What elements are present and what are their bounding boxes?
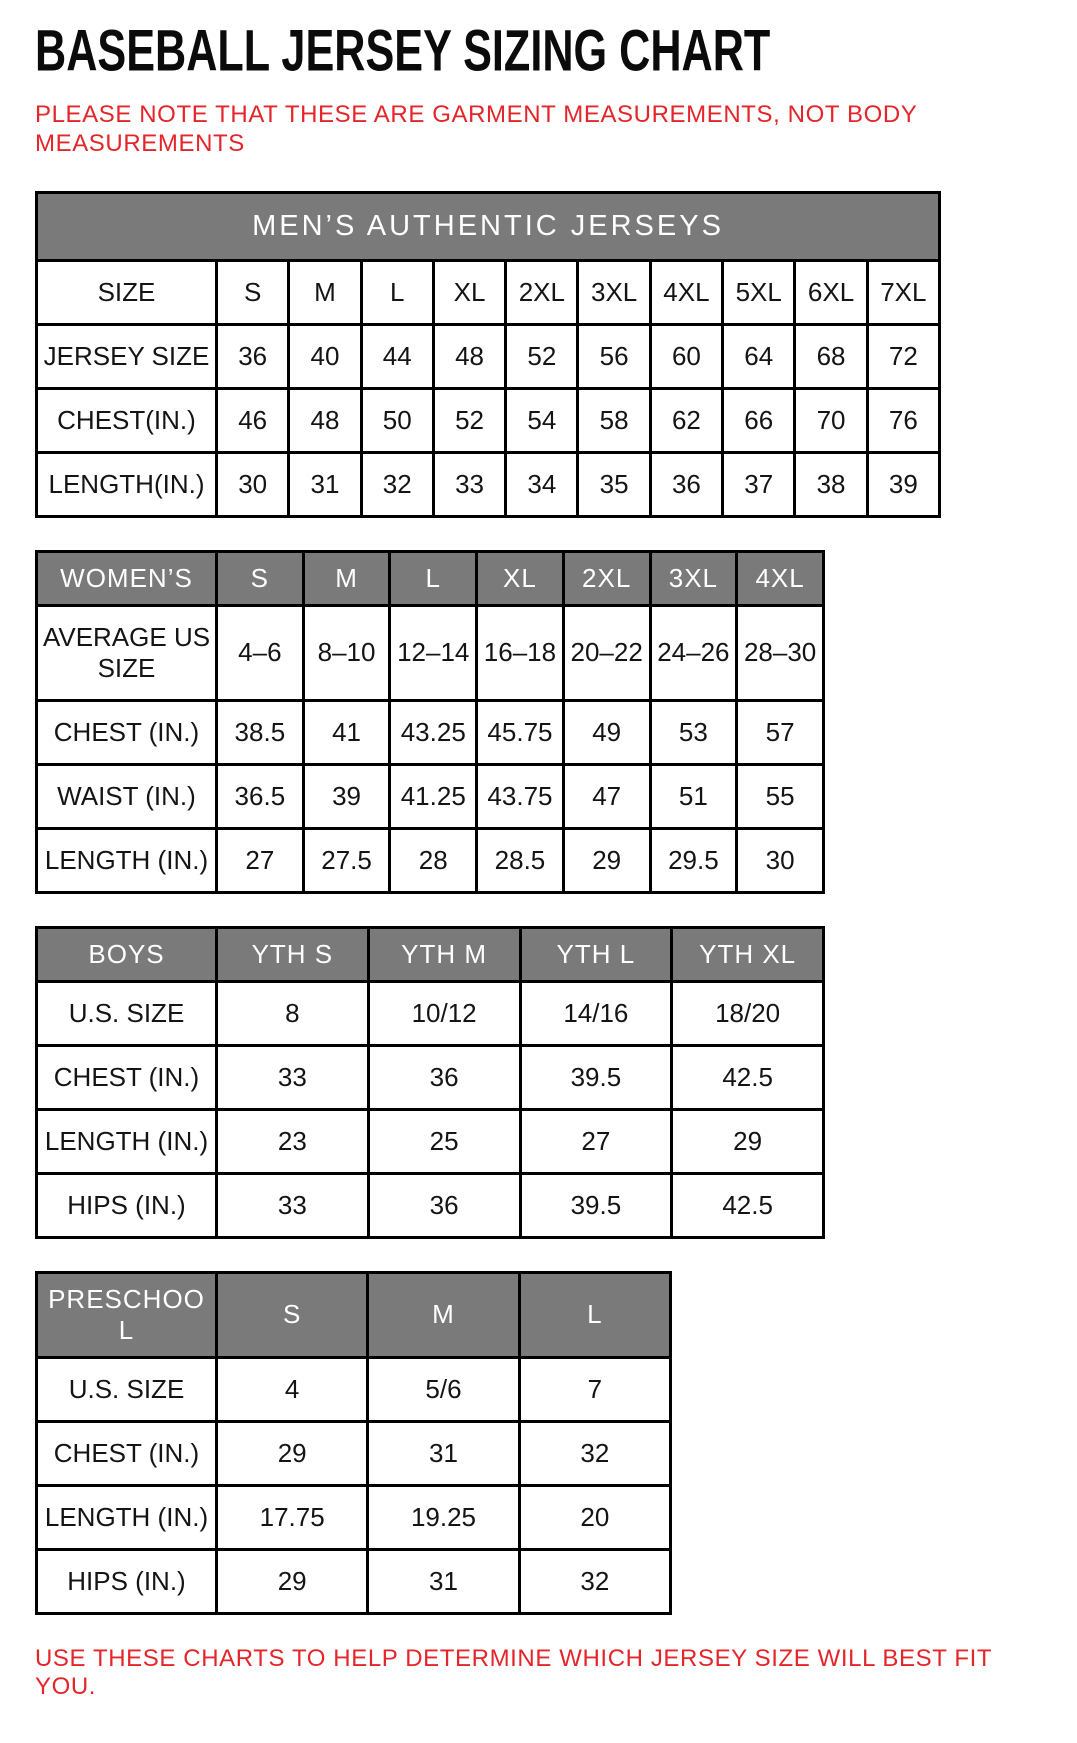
table-cell: 40 [289,324,361,388]
table-cell: 53 [650,700,737,764]
row-label: SIZE [37,260,217,324]
table-cell: 49 [563,700,650,764]
table-cell: 56 [578,324,650,388]
table-row [37,324,940,388]
table-cell: 36 [217,324,289,388]
table-header-label: PRESCHOOL [37,1272,217,1357]
table-cell: 64 [723,324,795,388]
table-cell: 29 [563,828,650,892]
table-cell: 32 [519,1421,670,1485]
table-cell: 5XL [723,260,795,324]
table-cell: 7XL [867,260,939,324]
table-cell: 33 [433,452,505,516]
table-cell: 39.5 [520,1173,672,1237]
table-cell: 38.5 [217,700,304,764]
table-header-cell: L [390,551,477,605]
table-cell: 16–18 [477,605,564,700]
table-row [37,388,940,452]
table-cell: 29 [217,1421,368,1485]
table-cell: 33 [217,1045,369,1109]
table-cell: 36.5 [217,764,304,828]
table-header-cell: S [217,551,304,605]
table-cell: 35 [578,452,650,516]
table-row [37,981,824,1045]
table-cell: 29 [217,1549,368,1613]
table-cell: 39.5 [520,1045,672,1109]
table-cell: 32 [361,452,433,516]
table-cell: 60 [650,324,722,388]
table-cell: 32 [519,1549,670,1613]
table-cell: 28 [390,828,477,892]
table-cell: L [361,260,433,324]
table-header-cell: 3XL [650,551,737,605]
table-cell: 46 [217,388,289,452]
table-header-cell: XL [477,551,564,605]
table-cell: 10/12 [368,981,520,1045]
table-cell: 29.5 [650,828,737,892]
row-label: CHEST (IN.) [37,1045,217,1109]
table-cell: 72 [867,324,939,388]
table-cell: S [217,260,289,324]
table-cell: 36 [368,1045,520,1109]
table-row [37,828,824,892]
row-label: WAIST (IN.) [37,764,217,828]
table-cell: 42.5 [672,1173,824,1237]
table-cell: 18/20 [672,981,824,1045]
table-header-cell: YTH S [217,927,369,981]
table-cell: 25 [368,1109,520,1173]
page-title: BASEBALL JERSEY SIZING CHART [35,18,771,84]
table-cell: 48 [433,324,505,388]
row-label: U.S. SIZE [37,981,217,1045]
table-title: MEN’S AUTHENTIC JERSEYS [37,192,940,260]
womens-jerseys-table [35,550,825,894]
table-cell: 24–26 [650,605,737,700]
table-cell: XL [433,260,505,324]
table-cell: 41.25 [390,764,477,828]
table-header-cell: 4XL [737,551,824,605]
table-cell: 17.75 [217,1485,368,1549]
table-cell: 4XL [650,260,722,324]
table-cell: 39 [867,452,939,516]
row-label: LENGTH (IN.) [37,1485,217,1549]
table-cell: 20 [519,1485,670,1549]
table-cell: 42.5 [672,1045,824,1109]
table-header-cell: 2XL [563,551,650,605]
table-cell: 19.25 [368,1485,519,1549]
table-cell: 8–10 [303,605,390,700]
table-cell: 55 [737,764,824,828]
table-row [37,700,824,764]
table-row [37,1045,824,1109]
table-cell: 48 [289,388,361,452]
table-row [37,1357,671,1421]
table-cell: 33 [217,1173,369,1237]
table-cell: 68 [795,324,867,388]
row-label: CHEST (IN.) [37,1421,217,1485]
table-cell: 6XL [795,260,867,324]
table-cell: 12–14 [390,605,477,700]
table-cell: 7 [519,1357,670,1421]
table-cell: 31 [368,1421,519,1485]
table-cell: 62 [650,388,722,452]
table-row [37,1421,671,1485]
boys-jerseys-table [35,926,825,1239]
table-row [37,452,940,516]
table-cell: 28–30 [737,605,824,700]
row-label: JERSEY SIZE [37,324,217,388]
table-cell: 36 [650,452,722,516]
table-cell: 4–6 [217,605,304,700]
row-label: CHEST(IN.) [37,388,217,452]
table-cell: 36 [368,1173,520,1237]
table-cell: 31 [368,1549,519,1613]
table-header-cell: L [519,1272,670,1357]
table-header-label: BOYS [37,927,217,981]
table-header-cell: YTH XL [672,927,824,981]
table-header-cell: M [303,551,390,605]
table-cell: 66 [723,388,795,452]
row-label: AVERAGE US SIZE [37,605,217,700]
table-cell: 14/16 [520,981,672,1045]
table-cell: 39 [303,764,390,828]
table-cell: 8 [217,981,369,1045]
row-label: U.S. SIZE [37,1357,217,1421]
table-cell: 31 [289,452,361,516]
table-cell: 5/6 [368,1357,519,1421]
preschool-jerseys-table [35,1271,672,1615]
table-cell: 52 [506,324,578,388]
table-cell: 4 [217,1357,368,1421]
table-cell: 38 [795,452,867,516]
table-row [37,764,824,828]
table-cell: 52 [433,388,505,452]
table-cell: 70 [795,388,867,452]
table-cell: 37 [723,452,795,516]
table-row [37,1173,824,1237]
mens-jerseys-table [35,191,941,518]
table-cell: 27.5 [303,828,390,892]
table-cell: 3XL [578,260,650,324]
table-cell: 20–22 [563,605,650,700]
table-row [37,1549,671,1613]
table-cell: 45.75 [477,700,564,764]
table-cell: 44 [361,324,433,388]
table-cell: 58 [578,388,650,452]
title-wrap [35,20,1047,90]
table-row [37,1485,671,1549]
table-header-cell: M [368,1272,519,1357]
row-label: LENGTH (IN.) [37,828,217,892]
table-header-label: WOMEN’S [37,551,217,605]
table-cell: 51 [650,764,737,828]
table-cell: 76 [867,388,939,452]
row-label: HIPS (IN.) [37,1549,217,1613]
table-header-cell: YTH M [368,927,520,981]
table-cell: 43.75 [477,764,564,828]
note-text: PLEASE NOTE THAT THESE ARE GARMENT MEASUREMENTS, NOT BODY MEASUREMENTS [35,101,917,158]
table-cell: 27 [520,1109,672,1173]
table-cell: 30 [217,452,289,516]
row-label: HIPS (IN.) [37,1173,217,1237]
table-header-cell: S [217,1272,368,1357]
table-cell: 57 [737,700,824,764]
table-cell: 23 [217,1109,369,1173]
table-cell: 54 [506,388,578,452]
table-row [37,1109,824,1173]
row-label: CHEST (IN.) [37,700,217,764]
row-label: LENGTH (IN.) [37,1109,217,1173]
table-row [37,260,940,324]
table-header-cell: YTH L [520,927,672,981]
table-cell: M [289,260,361,324]
table-cell: 50 [361,388,433,452]
table-cell: 2XL [506,260,578,324]
table-cell: 28.5 [477,828,564,892]
table-cell: 47 [563,764,650,828]
footer-text: USE THESE CHARTS TO HELP DETERMINE WHICH JERSEY SIZE WILL BEST FIT YOU. [35,1644,992,1700]
table-cell: 41 [303,700,390,764]
table-cell: 27 [217,828,304,892]
row-label: LENGTH(IN.) [37,452,217,516]
table-cell: 30 [737,828,824,892]
table-row [37,605,824,700]
table-cell: 29 [672,1109,824,1173]
table-cell: 43.25 [390,700,477,764]
table-cell: 34 [506,452,578,516]
